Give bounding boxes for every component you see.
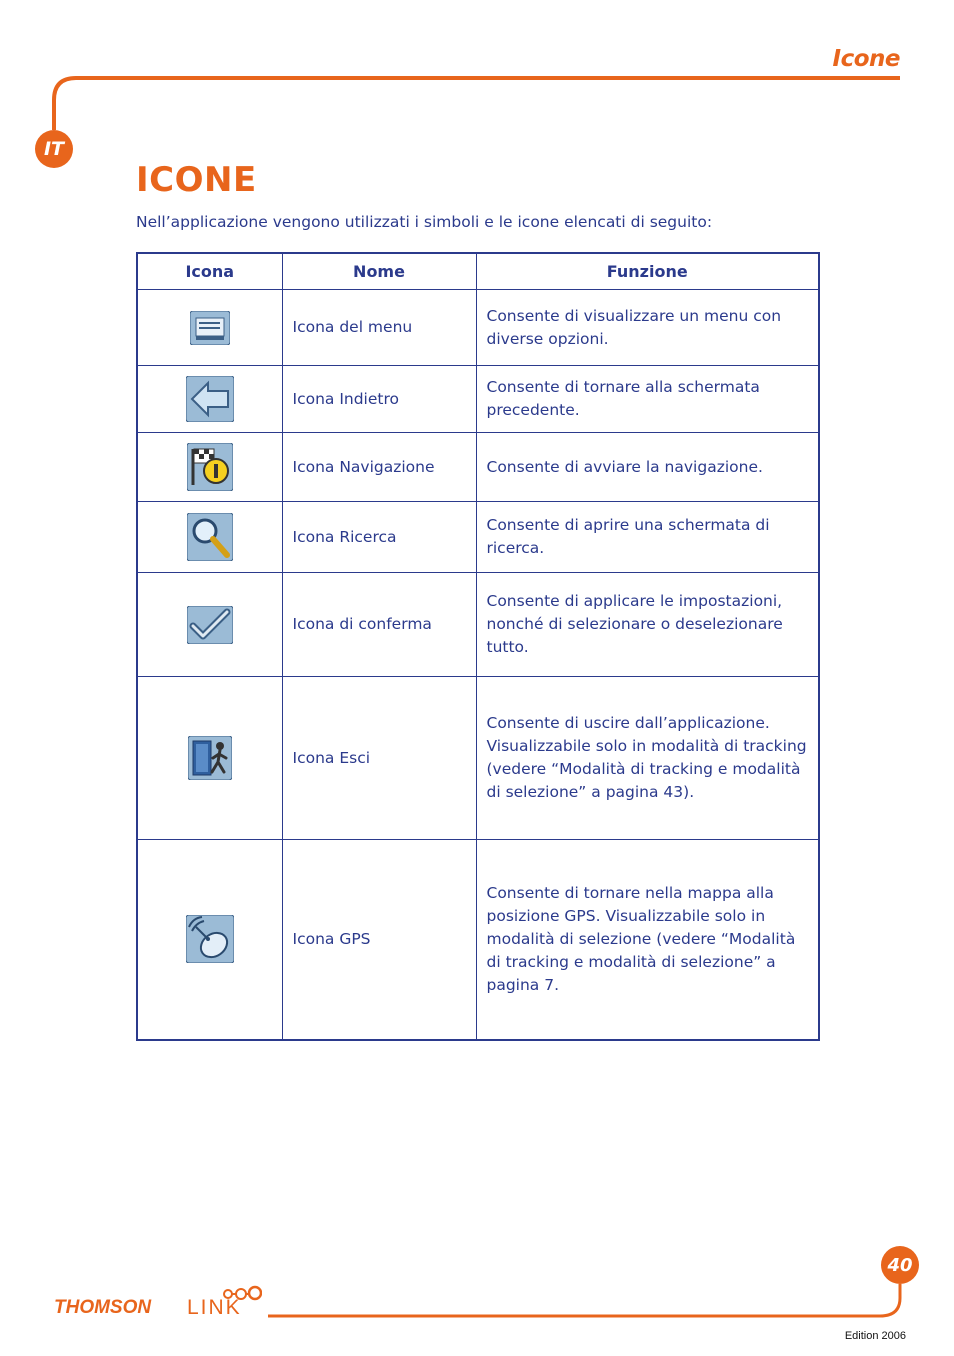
brand-logo-thomson: THOMSON	[54, 1297, 152, 1318]
back-arrow-icon	[186, 376, 234, 422]
icon-name: Icona di conferma	[282, 573, 476, 677]
column-header-function: Funzione	[476, 253, 819, 290]
intro-text: Nell’applicazione vengono utilizzati i simboli e le icone elencati di seguito:	[136, 213, 713, 231]
link-logo-circles-icon	[222, 1283, 262, 1303]
icon-name: Icona Navigazione	[282, 433, 476, 502]
table-row	[137, 433, 819, 502]
page-heading: ICONE	[136, 160, 257, 200]
icon-function: Consente di aprire una schermata di ricerca.	[476, 502, 819, 573]
column-header-name: Nome	[282, 253, 476, 290]
icon-function: Consente di visualizzare un menu con diverse opzioni.	[476, 290, 819, 366]
edition-text: Edition 2006	[844, 1330, 906, 1342]
table-row	[137, 502, 819, 573]
table-row	[137, 840, 819, 1040]
table-header-row	[137, 253, 819, 290]
icon-function: Consente di avviare la navigazione.	[476, 433, 819, 502]
checkmark-icon	[187, 606, 233, 644]
icon-name: Icona Indietro	[282, 366, 476, 433]
column-header-icon: Icona	[137, 253, 282, 290]
brand-logo-link: LINK	[187, 1296, 242, 1319]
icon-function: Consente di applicare le impostazioni, nonché di selezionare o deselezionare tutto.	[476, 573, 819, 677]
exit-door-icon	[188, 736, 232, 780]
table-row	[137, 290, 819, 366]
gps-satellite-icon	[186, 915, 234, 963]
menu-icon	[190, 311, 230, 345]
icon-function: Consente di tornare nella mappa alla posizione GPS. Visualizzabile solo in modalità di selezione (vedere “Modalità di tracking e modalità di selezione” a pagina 7.	[476, 840, 819, 1040]
language-badge: IT	[35, 130, 73, 168]
table-row	[137, 677, 819, 840]
icon-function: Consente di tornare alla schermata precedente.	[476, 366, 819, 433]
search-magnifier-icon	[187, 513, 233, 561]
table-row	[137, 366, 819, 433]
navigation-flag-icon	[187, 443, 233, 491]
icon-name: Icona Esci	[282, 677, 476, 840]
section-title: Icone	[832, 46, 900, 72]
table-row	[137, 573, 819, 677]
icon-name: Icona GPS	[282, 840, 476, 1040]
icon-name: Icona Ricerca	[282, 502, 476, 573]
page-number-badge: 40	[881, 1246, 919, 1284]
icon-function: Consente di uscire dall’applicazione. Visualizzabile solo in modalità di tracking (vedere “Modalità di tracking e modalità di selezione” a pagina 43).	[476, 677, 819, 840]
icon-name: Icona del menu	[282, 290, 476, 366]
icons-table	[136, 252, 820, 1041]
